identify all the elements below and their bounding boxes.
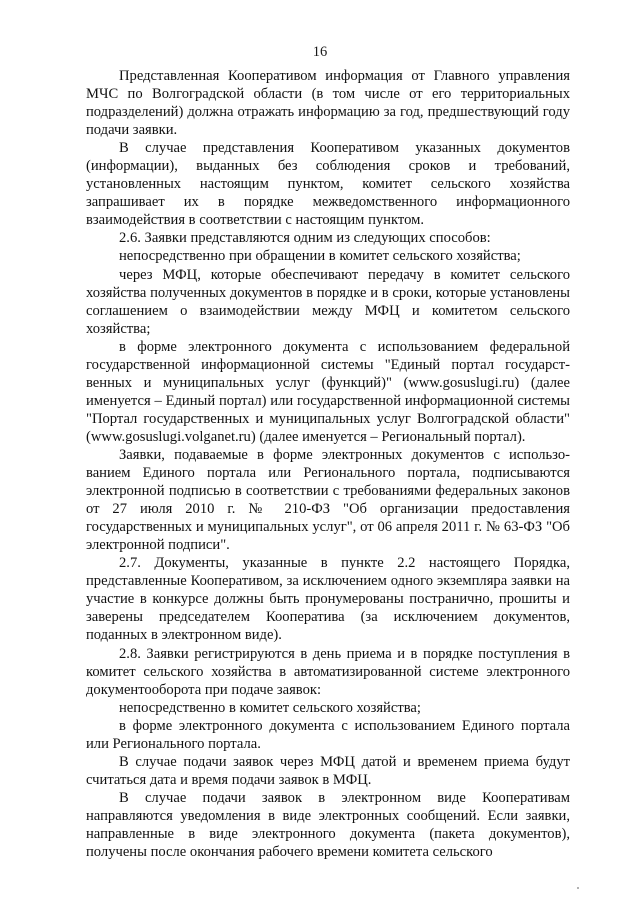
paragraph-registration-electronic: в форме электронного документа с использованием Единого портала или Регионального портала.: [86, 717, 570, 752]
paragraph-2-8: 2.8. Заявки регистрируются в день приема и в порядке поступления в комитет сельского хозяйства в автоматизированной системе электронного документооборота при подаче заявок:: [86, 645, 570, 698]
paragraph-registration-direct: непосредственно в комитет сельского хозяйства;: [119, 699, 421, 716]
page-number: 16: [312, 44, 328, 60]
document-body: [86, 67, 570, 861]
paragraph-direct-submission: непосредственно при обращении в комитет сельского хозяйства;: [119, 248, 521, 265]
paragraph-mfc-submission: через МФЦ, которые обеспечивают передачу в комитет сельского хозяйства полученных документов в порядке и в сроки, которые установлены соглашением о взаимодействии между МФЦ и комитетом сельского хозяйства;: [86, 266, 570, 337]
paragraph-mchs-info: Представленная Кооперативом информация от Главного управления МЧС по Волгоградской области (в том числе от его территориальных подразделений) должна отражать информацию за год, предшествующий году подачи заявки.: [86, 68, 570, 139]
paragraph-mfc-date: В случае подачи заявок через МФЦ датой и временем приема будут считаться дата и время подачи заявок в МФЦ.: [86, 753, 570, 788]
paragraph-electronic-signature: Заявки, подаваемые в форме электронных документов с использованием Единого портала или Регионального портала, подписываются электронной подписью в соответствии с требованиями федеральных законов от 27 июля 2010 г. № 210-ФЗ "Об организации предоставления государственных и муниципальных услуг", от 06 апреля 2011 г. № 63-ФЗ "Об электронной подписи".: [86, 446, 570, 554]
scan-speck: [577, 887, 579, 889]
paragraph-2-7: 2.7. Документы, указанные в пункте 2.2 настоящего Порядка, представленные Кооперативом, за исключением одного экземпляра заявки на участие в конкурсе должны быть пронумерованы постранично, прошиты и заверены председателем Кооператива (за исключением документов, поданных в электронном виде).: [86, 555, 570, 644]
paragraph-interagency-request: В случае представления Кооперативом указанных документов (информации), выданных без соблюдения сроков и требований, установленных настоящим пунктом, комитет сельского хозяйства запрашивает их в порядке межведомственного информационного взаимодействия в соответствии с настоящим пунктом.: [86, 140, 570, 229]
paragraph-electronic-submission: в форме электронного документа с использованием федеральной государственной информационной системы "Единый портал государственных и муниципальных услуг (функций)" (www.gosuslugi.ru) (далее именуется – Единый портал) или государственной информационной системы "Портал государственных и муниципальных услуг Волгоградской области" (www.gosuslugi.volganet.ru) (далее именуется – Региональный портал).: [86, 338, 570, 445]
paragraph-electronic-notifications: В случае подачи заявок в электронном виде Кооперативам направляются уведомления в виде электронных сообщений. Если заявки, направленные в виде электронного документа (пакета документов), получены после окончания рабочего времени комитета сельского: [86, 789, 570, 861]
paragraph-2-6: 2.6. Заявки представляются одним из следующих способов:: [119, 230, 491, 247]
